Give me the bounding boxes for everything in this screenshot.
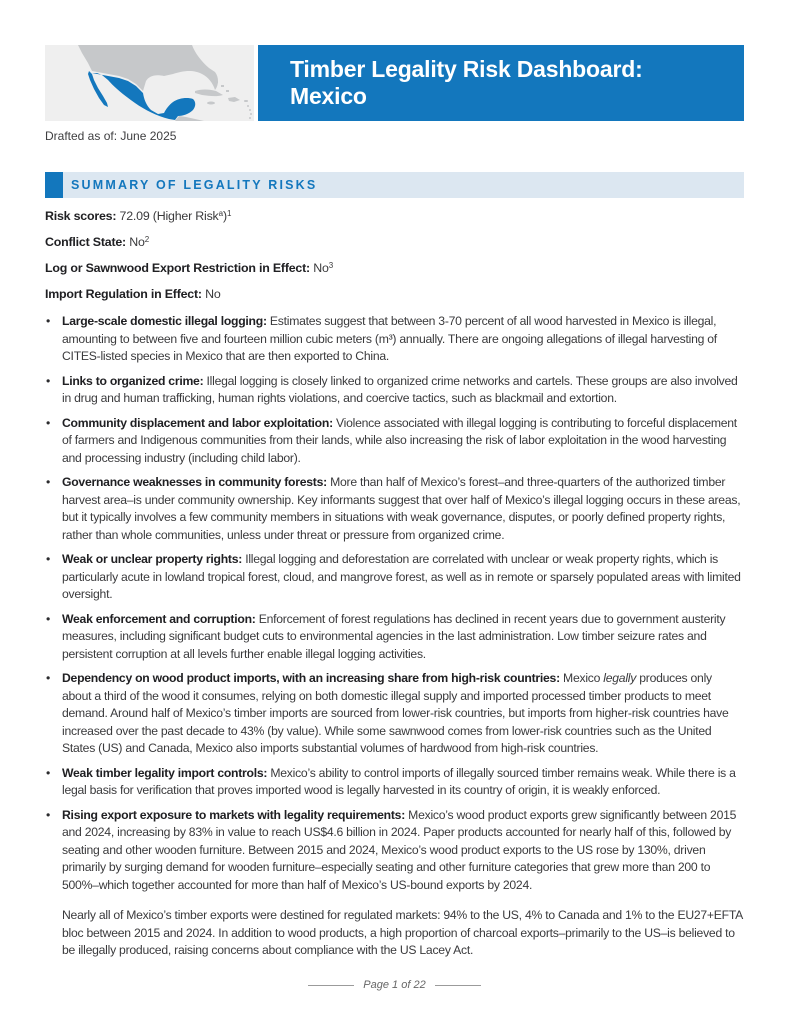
field-value: No [129, 235, 145, 249]
page-footer [0, 979, 789, 991]
field-label: Conflict State: [45, 235, 126, 249]
bullet-lead: Community displacement and labor exploitation: [62, 415, 333, 430]
bullet-lead: Governance weaknesses in community forests: [62, 475, 327, 489]
bullet-lead: Dependency on wood product imports, with an increasing share from high-risk countries: [62, 671, 560, 685]
summary-fields [45, 208, 744, 312]
bullet-text: Enforcement of forest regulations has declined in recent years due to government austerity measures, including significant budget cuts to environmental agencies in the last administration. Low timber seizure rates and persistent corruption at all levels further enable illegal logging activities. [62, 611, 726, 661]
bullet-item-import-controls [45, 765, 744, 800]
footer-rule-left [308, 985, 354, 986]
puerto-rico-shape [244, 100, 248, 102]
bullet-text: Illegal logging is closely linked to organized crime networks and cartels. These groups are also involved in drug and human trafficking, human rights violations, and coercive tactics, such as blackmail and extortion. [62, 373, 738, 405]
bullet-lead: Large-scale domestic illegal logging: [62, 314, 267, 328]
title-banner [258, 45, 744, 121]
field-label: Log or Sawnwood Export Restriction in Effect: [45, 261, 310, 275]
field-value: 72.09 (Higher Risk [119, 209, 219, 223]
summary-field-import-regulation [45, 286, 744, 303]
page-title [258, 56, 643, 110]
bullet-text: produces only about a third of the wood it consumes, relying on both domestic illegal supply and imported processed timber products to meet demand. Around half of Mexico’s timber imports are sourced from lower-risk countries, but imports from higher-risk countries have increased over the past decade to 43% (by value). While some sawnwood comes from lower-risk countries such as the United States (US) and Canada, Mexico also imports substantial volumes of hardwood from high-risk countries. [62, 671, 729, 755]
page-title-line2: Mexico [290, 83, 367, 109]
bahamas-island [215, 81, 218, 83]
bullet-text: Estimates suggest that between 3-70 percent of all wood harvested in Mexico is illegal, amounting to between five and fourteen million cubic meters (m³) annually. There are ongoing allegations of illegal harvesting of CITES-listed species in Mexico that are then exported to China. [62, 314, 717, 363]
bullet-item-weak-enforcement [45, 611, 744, 664]
footnote-marker: 2 [144, 235, 150, 244]
bullet-text: Mexico’s wood product exports grew significantly between 2015 and 2024, increasing by 83% in value to reach US$4.6 billion in 2024. Paper products accounted for nearly half of this, followed by seating and other wooden furniture. Between 2015 and 2024, Mexico’s wood product exports to the US rose by 130%, driven primarily by surging demand for wooden furniture–especially seating and other furniture categories that grew more than 200 to 500%–which together accounted for more than half of Mexico’s US-bound exports by 2024. [62, 807, 737, 892]
bullet-lead: Weak enforcement and corruption: [62, 611, 256, 626]
page-title-line1: Timber Legality Risk Dashboard: [290, 56, 643, 82]
field-value-tail: ) [223, 209, 227, 223]
bullet-item-export-exposure [45, 807, 744, 960]
section-header [45, 172, 744, 198]
mexico-locator-map [45, 45, 254, 121]
page-number: Page 1 of 22 [363, 979, 426, 991]
bullet-text: Illegal logging and deforestation are correlated with unclear or weak property rights, which is particularly acute in lowland tropical forest, cloud, and mangrove forest, as well as in remote or sparsely populated areas with limited oversight. [62, 552, 741, 601]
antilles-island [250, 113, 252, 115]
antilles-island [249, 117, 251, 119]
bullet-lead: Weak or unclear property rights: [62, 552, 243, 566]
bullet-text: Mexico [559, 671, 604, 685]
section-marker-square [45, 172, 63, 198]
bahamas-island [226, 90, 229, 92]
bullet-item-governance-weaknesses [45, 474, 744, 544]
bullet-text: Violence associated with illegal logging is contributing to forceful displacement of farmers and Indigenous communities from their lands, while also increasing the risk of labor exploitation in the wood harvesting and processing industry (including child labor). [62, 415, 737, 465]
bullet-item-illegal-logging [45, 313, 744, 366]
bullet-item-displacement-labor [45, 415, 744, 468]
antilles-island [249, 109, 251, 111]
field-value: No [313, 261, 329, 275]
bullet-lead: Weak timber legality import controls: [62, 765, 268, 780]
jamaica-shape [207, 102, 215, 105]
field-label: Risk scores: [45, 209, 117, 223]
bullet-item-property-rights [45, 551, 744, 604]
summary-field-conflict-state [45, 234, 744, 251]
footnote-marker: a [218, 209, 224, 218]
bullet-lead: Links to organized crime: [62, 373, 204, 388]
bullet-item-organized-crime [45, 373, 744, 408]
risk-bullet-list [45, 313, 744, 967]
bullet-lead: Rising export exposure to markets with legality requirements: [62, 807, 406, 822]
field-value: No [205, 287, 221, 301]
bullet-item-import-dependency [45, 670, 744, 758]
report-header [45, 45, 744, 121]
section-title: SUMMARY OF LEGALITY RISKS [71, 178, 318, 192]
bullet-text: Mexico’s ability to control imports of illegally sourced timber remains weak. While there is a legal basis for verification that proves imported wood is legally harvested in its country of origin, it is weakly enforced. [62, 765, 736, 797]
footnote-marker: 1 [226, 209, 232, 218]
footer-rule-right [435, 985, 481, 986]
bullet-continuation-paragraph: Nearly all of Mexico’s timber exports were destined for regulated markets: 94% to the US, 4% to Canada and 1% to the EU27+EFTA bloc between 2015 and 2024. In addition to wood products, a high proportion of charcoal exports–primarily to the US–is believed to be illegally produced, raising concerns about compliance with the US Lacey Act. [62, 908, 743, 957]
footnote-marker: 3 [328, 261, 334, 270]
summary-field-risk-scores [45, 208, 744, 225]
mexico-map-icon [45, 45, 254, 121]
antilles-island [247, 105, 249, 107]
field-label: Import Regulation in Effect: [45, 287, 202, 301]
drafted-date: Drafted as of: June 2025 [45, 129, 177, 143]
bullet-text-italic: legally [603, 671, 637, 685]
bullet-text: More than half of Mexico’s forest–and three-quarters of the authorized timber harvest area–is under community ownership. Key informants suggest that over half of Mexico’s illegal logging occurs in these areas, but it typically involves a few community members in situations with weak governance, disputes, or poorly defined property rights, rather than whole communities, unless under threat or pressure from organized crime. [62, 475, 741, 542]
summary-field-export-restriction [45, 260, 744, 277]
bahamas-island [221, 85, 224, 87]
